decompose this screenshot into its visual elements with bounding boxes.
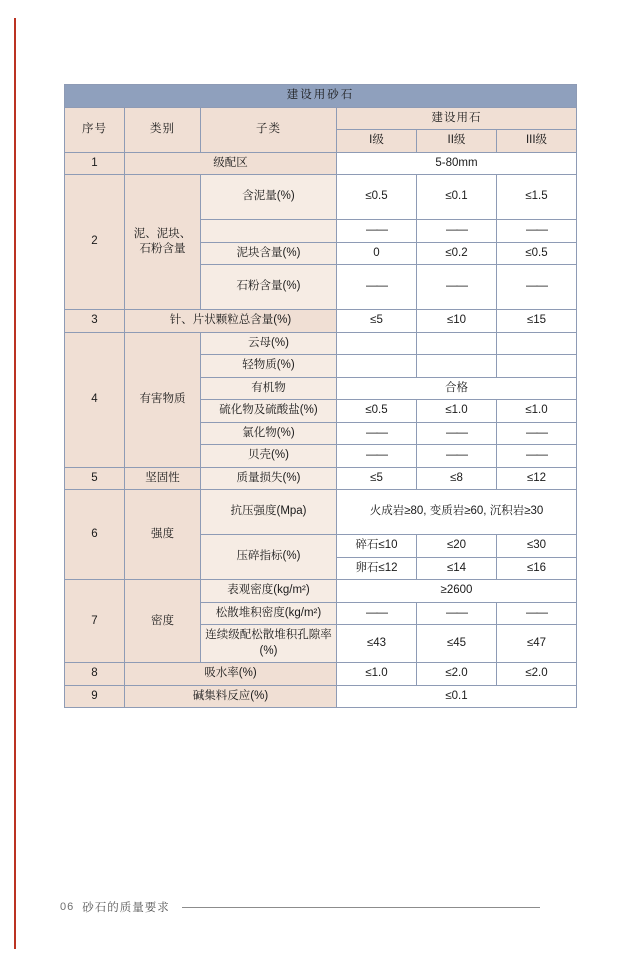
row-value: ≤5 (337, 467, 417, 490)
row-no: 4 (65, 332, 125, 467)
row-value: —— (417, 220, 497, 243)
row-no: 6 (65, 490, 125, 580)
header-grade-2: II级 (417, 130, 497, 153)
row-value: ≤8 (417, 467, 497, 490)
row-value: —— (337, 422, 417, 445)
table-row (65, 490, 577, 535)
row-value: ≤15 (497, 310, 577, 333)
row-value (337, 355, 417, 378)
row-value: 碎石≤10 (337, 535, 417, 558)
row-value-span: 合格 (337, 377, 577, 400)
row-subcategory: 云母(%) (201, 332, 337, 355)
table-row (65, 663, 577, 686)
header-no: 序号 (65, 107, 125, 152)
row-category: 有害物质 (125, 332, 201, 467)
row-value: —— (497, 422, 577, 445)
row-value: ≤47 (497, 625, 577, 663)
row-value: —— (497, 445, 577, 468)
row-value (497, 355, 577, 378)
row-value: ≤1.0 (417, 400, 497, 423)
header-subcategory: 子类 (201, 107, 337, 152)
row-value: ≤0.1 (417, 175, 497, 220)
row-subcategory: 表观密度(kg/m²) (201, 580, 337, 603)
row-value: ≤0.2 (417, 242, 497, 265)
row-subcategory: 有机物 (201, 377, 337, 400)
row-subcategory: 轻物质(%) (201, 355, 337, 378)
row-value: ≤5 (337, 310, 417, 333)
row-value: —— (417, 422, 497, 445)
row-subcategory: 质量损失(%) (201, 467, 337, 490)
row-no: 3 (65, 310, 125, 333)
row-no: 7 (65, 580, 125, 663)
row-value: —— (497, 220, 577, 243)
row-no: 5 (65, 467, 125, 490)
row-value-span: ≤0.1 (337, 685, 577, 708)
table-row (65, 310, 577, 333)
quality-requirements-table (64, 84, 577, 708)
quality-requirements-table-wrapper (64, 84, 576, 708)
row-value: ≤1.0 (497, 400, 577, 423)
row-value: —— (337, 265, 417, 310)
row-subcategory: 连续级配松散堆积孔隙率(%) (201, 625, 337, 663)
row-value: ≤45 (417, 625, 497, 663)
header-grade-3: III级 (497, 130, 577, 153)
table-row (65, 332, 577, 355)
table-row (65, 175, 577, 220)
footer-section-title: 砂石的质量要求 (82, 902, 170, 914)
row-value: 0 (337, 242, 417, 265)
row-value: ≤0.5 (497, 242, 577, 265)
row-subcategory: 贝壳(%) (201, 445, 337, 468)
row-subcategory: 吸水率(%) (125, 663, 337, 686)
header-group: 建设用石 (337, 107, 577, 130)
row-value: ≤0.5 (337, 175, 417, 220)
header-grade-1: I级 (337, 130, 417, 153)
page-number: 06 (60, 901, 75, 913)
table-row (65, 467, 577, 490)
row-no: 8 (65, 663, 125, 686)
row-value: —— (417, 265, 497, 310)
row-value: ≤1.0 (337, 663, 417, 686)
row-value: —— (497, 602, 577, 625)
row-value (497, 332, 577, 355)
table-title-row (65, 85, 577, 108)
row-subcategory (201, 220, 337, 243)
row-subcategory: 碱集料反应(%) (125, 685, 337, 708)
row-subcategory: 含泥量(%) (201, 175, 337, 220)
page-left-rule (14, 18, 16, 949)
row-value: ≤0.5 (337, 400, 417, 423)
row-subcategory: 泥块含量(%) (201, 242, 337, 265)
row-value: —— (417, 445, 497, 468)
row-category: 级配区 (125, 152, 337, 175)
row-value: ≤16 (497, 557, 577, 580)
row-category: 密度 (125, 580, 201, 663)
row-value: —— (417, 602, 497, 625)
row-value: ≤30 (497, 535, 577, 558)
row-value (417, 355, 497, 378)
row-value: —— (337, 602, 417, 625)
row-value (337, 332, 417, 355)
row-value-span: 5-80mm (337, 152, 577, 175)
footer-divider (182, 907, 540, 908)
row-value: ≤2.0 (497, 663, 577, 686)
table-row (65, 685, 577, 708)
row-value: ≤10 (417, 310, 497, 333)
row-value: —— (497, 265, 577, 310)
row-value: ≤43 (337, 625, 417, 663)
row-value: ≤12 (497, 467, 577, 490)
header-category: 类别 (125, 107, 201, 152)
row-subcategory: 硫化物及硫酸盐(%) (201, 400, 337, 423)
row-category: 强度 (125, 490, 201, 580)
row-subcategory: 石粉含量(%) (201, 265, 337, 310)
row-value: ≤20 (417, 535, 497, 558)
row-no: 2 (65, 175, 125, 310)
row-value: ≤2.0 (417, 663, 497, 686)
row-value: —— (337, 445, 417, 468)
table-header-row-1 (65, 107, 577, 130)
row-no: 1 (65, 152, 125, 175)
row-value: 卵石≤12 (337, 557, 417, 580)
row-subcategory: 针、片状颗粒总含量(%) (125, 310, 337, 333)
row-value: ≤14 (417, 557, 497, 580)
row-no: 9 (65, 685, 125, 708)
row-value-span: ≥2600 (337, 580, 577, 603)
row-value (417, 332, 497, 355)
row-subcategory: 松散堆积密度(kg/m²) (201, 602, 337, 625)
row-value: ≤1.5 (497, 175, 577, 220)
table-row (65, 152, 577, 175)
row-subcategory: 抗压强度(Mpa) (201, 490, 337, 535)
table-title: 建设用砂石 (65, 85, 577, 108)
row-subcategory: 压碎指标(%) (201, 535, 337, 580)
row-subcategory: 氯化物(%) (201, 422, 337, 445)
row-category: 泥、泥块、石粉含量 (125, 175, 201, 310)
table-row (65, 580, 577, 603)
page-footer (60, 899, 540, 915)
row-value-span: 火成岩≥80, 变质岩≥60, 沉积岩≥30 (337, 490, 577, 535)
row-category: 坚固性 (125, 467, 201, 490)
row-value: —— (337, 220, 417, 243)
